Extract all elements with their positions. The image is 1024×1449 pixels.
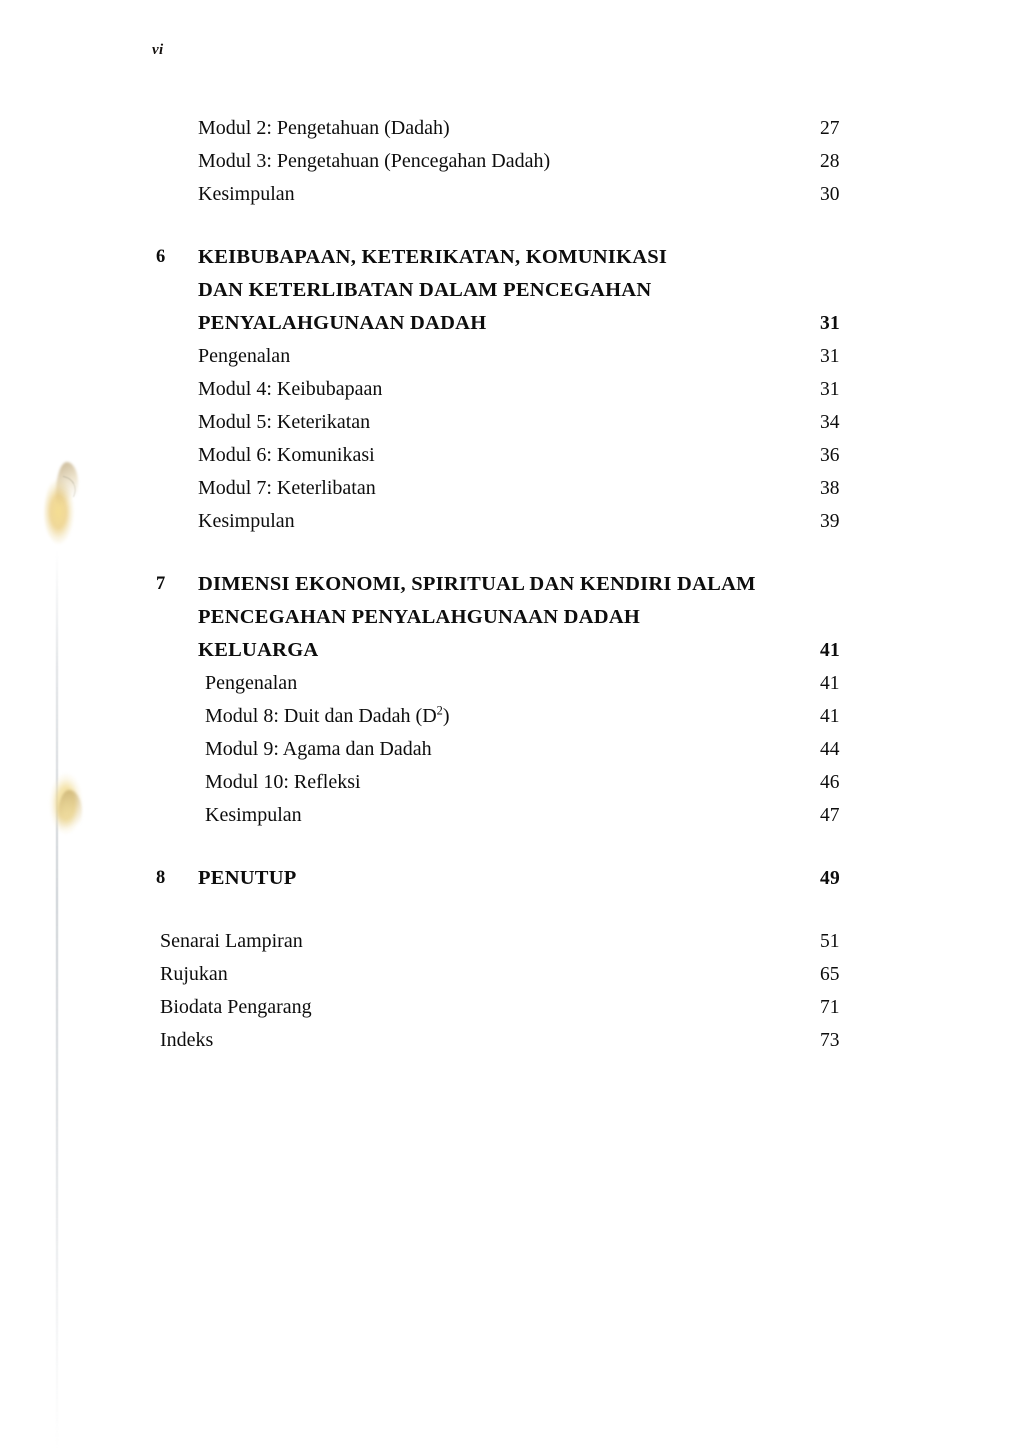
toc-entry[interactable]	[0, 733, 1024, 766]
toc-entry[interactable]	[0, 505, 1024, 538]
toc-entry-page-number: 31	[820, 373, 1024, 1449]
group-backmatter	[0, 925, 1024, 1057]
toc-entry[interactable]	[0, 634, 1024, 667]
toc-entry-label: Modul 8: Duit dan Dadah $(D^2)$	[205, 703, 450, 727]
toc-entry-label: Rujukan	[160, 963, 228, 985]
toc-entry-page-number: 31	[820, 340, 1024, 1449]
toc-entry-label: Indeks	[160, 1029, 214, 1051]
toc-entry[interactable]	[0, 862, 1024, 895]
toc-section-number: 6	[156, 247, 166, 267]
toc-entry[interactable]	[0, 178, 1024, 211]
toc-entry-label: Modul 9: Agama dan Dadah	[205, 738, 432, 760]
toc-entry-page-number: 39	[820, 505, 1024, 1449]
toc-entry-label: Pengenalan	[205, 672, 298, 694]
toc-entry[interactable]	[0, 145, 1024, 178]
superscript-marker: 2	[436, 703, 443, 718]
toc-entry-label: Kesimpulan	[198, 183, 295, 205]
toc-entry-label: Modul 5: Keterikatan	[198, 411, 371, 433]
toc-entry-label: Modul 2: Pengetahuan (Dadah)	[198, 117, 450, 139]
toc-entry-label: Kesimpulan	[205, 804, 302, 826]
toc-entry-page-number: 27	[820, 112, 1024, 1449]
toc-entry-page-number: 34	[820, 406, 1024, 1449]
toc-entry[interactable]	[0, 766, 1024, 799]
toc-entry-label: Pengenalan	[198, 345, 291, 367]
toc-entry-label: Modul 6: Komunikasi	[198, 444, 375, 466]
toc-entry-label: PENUTUP	[198, 867, 297, 889]
toc-entry[interactable]	[0, 406, 1024, 439]
toc-entry-label: PENYALAHGUNAAN DADAH	[198, 312, 487, 334]
toc-entry[interactable]	[0, 601, 1024, 634]
toc-entry[interactable]	[0, 568, 1024, 601]
group-section-8	[0, 862, 1024, 895]
toc-entry-page-number: 44	[820, 733, 1024, 1449]
toc-entry-page-number: 41	[820, 634, 1024, 1449]
toc-entry-page-number: 51	[820, 925, 1024, 1449]
toc-entry-page-number: 73	[820, 1024, 1024, 1449]
toc-entry-label: PENCEGAHAN PENYALAHGUNAAN DADAH	[198, 606, 641, 628]
toc-entry[interactable]	[0, 667, 1024, 700]
toc-entry-page-number: 49	[820, 862, 1024, 1449]
toc-entry-label: Modul 4: Keibubapaan	[198, 378, 383, 400]
toc-entry-page-number: 30	[820, 178, 1024, 1449]
toc-entry-page-number: 41	[820, 700, 1024, 1449]
toc-entry-page-number: 47	[820, 799, 1024, 1449]
group-section-6	[0, 241, 1024, 538]
toc-entry-page-number: 28	[820, 145, 1024, 1449]
page-folio-number: vi	[152, 42, 164, 58]
toc-entry-label: DIMENSI EKONOMI, SPIRITUAL DAN KENDIRI DALAM	[198, 573, 756, 595]
toc-entry[interactable]	[0, 274, 1024, 307]
toc-entry-page-number: 36	[820, 439, 1024, 1449]
group-continued-section5	[0, 112, 1024, 211]
toc-entry-label: Biodata Pengarang	[160, 996, 312, 1018]
toc-entry[interactable]	[0, 799, 1024, 832]
toc-entry[interactable]	[0, 1024, 1024, 1057]
toc-entry-label: Senarai Lampiran	[160, 930, 303, 952]
toc-entry-label: Modul 10: Refleksi	[205, 771, 361, 793]
toc-entry-label: KELUARGA	[198, 639, 319, 661]
toc-entry-page-number: 31	[820, 307, 1024, 1449]
toc-entry-page-number: 46	[820, 766, 1024, 1449]
toc-entry[interactable]	[0, 700, 1024, 733]
toc-entry-label: KEIBUBAPAAN, KETERIKATAN, KOMUNIKASI	[198, 246, 668, 268]
toc-entry[interactable]	[0, 991, 1024, 1024]
toc-entry[interactable]	[0, 112, 1024, 145]
toc-entry[interactable]	[0, 472, 1024, 505]
table-of-contents	[0, 112, 1024, 1057]
toc-entry[interactable]	[0, 373, 1024, 406]
toc-entry[interactable]	[0, 925, 1024, 958]
toc-entry[interactable]	[0, 958, 1024, 991]
toc-entry-page-number: 71	[820, 991, 1024, 1449]
toc-entry[interactable]	[0, 439, 1024, 472]
toc-entry-page-number: 41	[820, 667, 1024, 1449]
group-section-7	[0, 568, 1024, 832]
toc-entry-label: DAN KETERLIBATAN DALAM PENCEGAHAN	[198, 279, 652, 301]
toc-entry-page-number: 38	[820, 472, 1024, 1449]
toc-entry-label: Modul 3: Pengetahuan (Pencegahan Dadah)	[198, 150, 551, 172]
toc-entry[interactable]	[0, 241, 1024, 274]
toc-entry[interactable]	[0, 340, 1024, 373]
toc-entry-page-number: 65	[820, 958, 1024, 1449]
toc-section-number: 7	[156, 574, 166, 594]
toc-section-number: 8	[156, 868, 166, 888]
toc-entry[interactable]	[0, 307, 1024, 340]
toc-entry-label: Kesimpulan	[198, 510, 295, 532]
toc-entry-label: Modul 7: Keterlibatan	[198, 477, 376, 499]
